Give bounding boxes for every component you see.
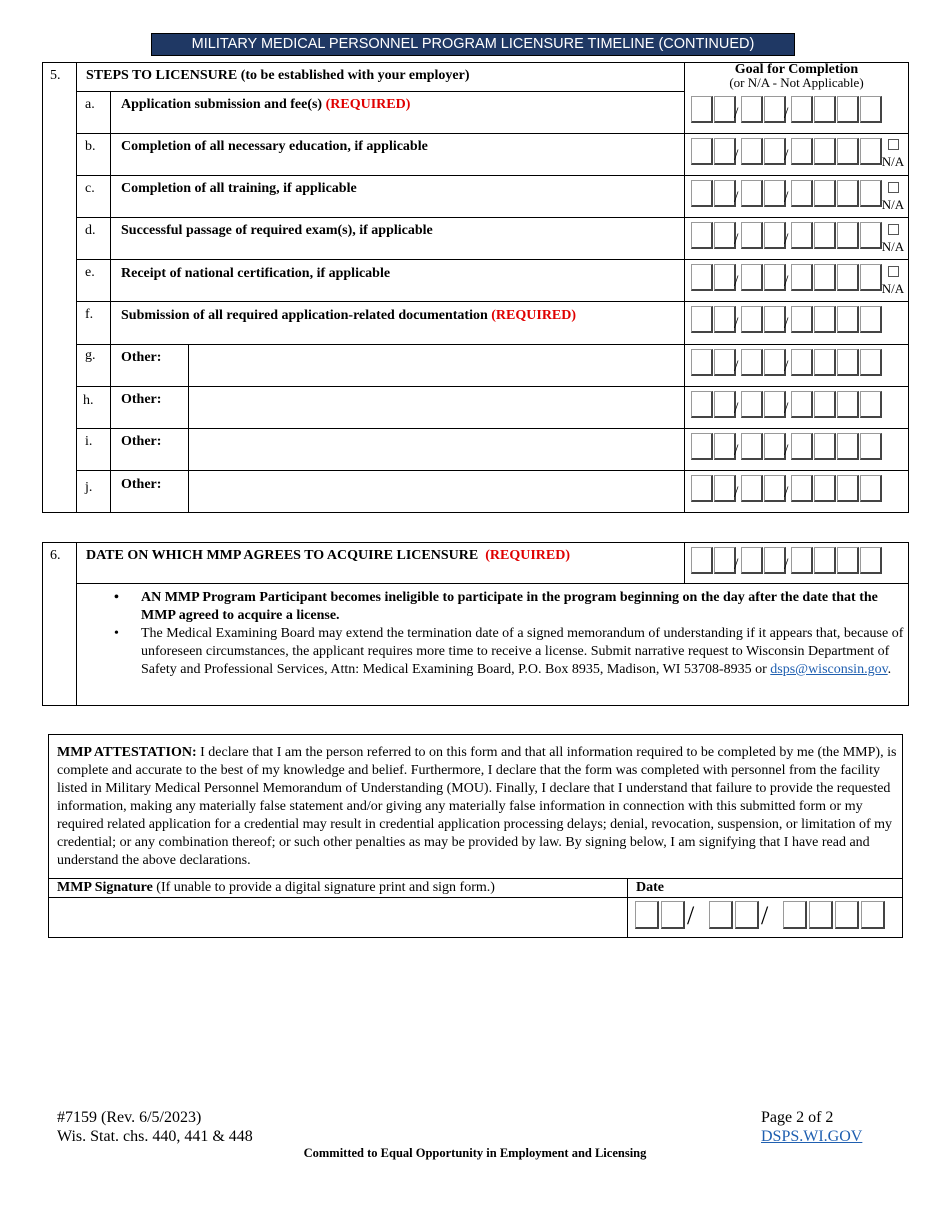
date-digit-box[interactable] — [714, 180, 739, 207]
date-separator: / — [734, 315, 739, 332]
row-letter: a. — [85, 97, 95, 112]
notice-item: • AN MMP Program Participant becomes ineligible to participate in the program beginning on the day after the date that the MMP agreed to acquire a license. — [114, 589, 904, 625]
date-digit-box[interactable] — [837, 475, 859, 502]
other-label: Other: — [121, 477, 162, 492]
goal-subtitle: (or N/A - Not Applicable) — [729, 75, 864, 90]
na-checkbox[interactable] — [888, 182, 899, 193]
other-input[interactable] — [189, 429, 684, 470]
date-digit-box[interactable] — [764, 475, 789, 502]
date-digit-box[interactable] — [837, 349, 859, 376]
divider — [48, 878, 903, 879]
date-separator: / — [734, 484, 739, 501]
other-label: Other: — [121, 434, 162, 449]
divider — [684, 62, 685, 513]
date-digit-box[interactable] — [791, 96, 813, 123]
row-letter: b. — [85, 139, 96, 154]
date-digit-box[interactable] — [691, 180, 713, 207]
date-digit-box[interactable] — [691, 475, 713, 502]
date-separator: / — [734, 556, 739, 573]
date-digit-box[interactable] — [860, 475, 882, 502]
date-digit-box[interactable] — [814, 180, 836, 207]
other-label: Other: — [121, 350, 162, 365]
date-digit-box[interactable] — [691, 349, 713, 376]
date-digit-box[interactable] — [837, 306, 859, 333]
date-digit-box[interactable] — [764, 391, 789, 418]
date-digit-box[interactable] — [809, 901, 833, 929]
row-letter: f. — [85, 307, 94, 322]
date-digit-box[interactable] — [860, 547, 882, 574]
date-digit-box[interactable] — [791, 547, 813, 574]
date-digit-box[interactable] — [764, 138, 789, 165]
signature-note: (If unable to provide a digital signature print and sign form.) — [156, 880, 495, 895]
date-separator: / — [734, 400, 739, 417]
date-digit-box[interactable] — [791, 180, 813, 207]
date-digit-box[interactable] — [814, 391, 836, 418]
na-label: N/A — [881, 154, 905, 169]
signature-label: MMP Signature — [57, 880, 153, 895]
other-input[interactable] — [189, 387, 684, 428]
date-digit-box[interactable] — [837, 547, 859, 574]
statutes: Wis. Stat. chs. 440, 441 & 448 — [57, 1128, 253, 1145]
goal-title: Goal for Completion — [734, 62, 859, 77]
date-digit-box[interactable] — [814, 138, 836, 165]
date-digit-box[interactable] — [791, 306, 813, 333]
na-option[interactable] — [879, 224, 907, 254]
date-digit-box[interactable] — [814, 222, 836, 249]
date-separator: / — [734, 147, 739, 164]
date-digit-box[interactable] — [691, 306, 713, 333]
date-separator: / — [784, 273, 789, 290]
row-letter: e. — [85, 265, 95, 280]
date-digit-box[interactable] — [837, 180, 859, 207]
date-digit-box[interactable] — [791, 264, 813, 291]
na-checkbox[interactable] — [888, 266, 899, 277]
notice-item — [114, 625, 904, 679]
na-option[interactable] — [879, 139, 907, 169]
step-label: Completion of all training, if applicable — [121, 181, 357, 196]
step-label: Completion of all necessary education, if applicable — [121, 139, 428, 154]
date-digit-box[interactable] — [764, 180, 789, 207]
date-digit-box[interactable] — [714, 306, 739, 333]
step-label — [121, 97, 410, 113]
date-digit-box[interactable] — [791, 349, 813, 376]
date-digit-box[interactable] — [835, 901, 859, 929]
date-separator: / — [784, 484, 789, 501]
date-digit-box[interactable] — [860, 433, 882, 460]
signature-field[interactable] — [49, 898, 627, 937]
divider — [684, 542, 685, 583]
divider — [76, 583, 909, 584]
date-digit-box[interactable] — [661, 901, 685, 929]
date-separator: / — [734, 105, 739, 122]
divider — [76, 217, 909, 218]
notice-period: . — [887, 662, 892, 677]
divider — [76, 301, 909, 302]
required-tag: (REQUIRED) — [491, 308, 577, 323]
date-separator: / — [734, 231, 739, 248]
date-digit-box[interactable] — [814, 547, 836, 574]
row-letter: c. — [85, 181, 95, 196]
date-separator: / — [761, 901, 769, 930]
attestation-body: I declare that I am the person referred to on this form and that all information required to be completed by me (the MMP), is complete and accurate to the best of my knowledge and belief. Furthermore, I declare that the form was completed with personnel from the facility listed in Military Medical Personnel Memorandum of Understanding (MOU). Finally, I declare that I understand that failure to provide the requested information, making any materially false statement and/or giving any materially false information in connection with this submitted form or my required related application for a credential may result in credential application processing delays; denial, revocation, suspension, or limitation of my credential; or any combination thereof; or such other penalties as may be provided by law. By signing below, I am signifying that I have read and understand the above declarations. — [57, 745, 897, 868]
date-digit-box[interactable] — [791, 475, 813, 502]
date-digit-box[interactable] — [764, 547, 789, 574]
date-digit-box[interactable] — [691, 96, 713, 123]
na-option[interactable] — [879, 182, 907, 212]
date-digit-box[interactable] — [741, 391, 763, 418]
page-banner-title: MILITARY MEDICAL PERSONNEL PROGRAM LICENSURE TIMELINE (CONTINUED) — [151, 33, 795, 56]
date-digit-box[interactable] — [691, 264, 713, 291]
step-label: Successful passage of required exam(s), if applicable — [121, 223, 433, 238]
section-number: 5. — [50, 68, 61, 83]
date-digit-box[interactable] — [709, 901, 733, 929]
date-digit-box[interactable] — [691, 138, 713, 165]
date-digit-box[interactable] — [791, 222, 813, 249]
na-label: N/A — [881, 281, 905, 296]
date-digit-box[interactable] — [860, 96, 882, 123]
date-digit-box[interactable] — [764, 96, 789, 123]
date-digit-box[interactable] — [837, 264, 859, 291]
required-tag: (REQUIRED) — [325, 97, 411, 112]
date-separator: / — [784, 231, 789, 248]
divider — [76, 175, 909, 176]
date-separator: / — [784, 147, 789, 164]
date-digit-box[interactable] — [741, 306, 763, 333]
date-digit-box[interactable] — [764, 306, 789, 333]
date-digit-box[interactable] — [860, 306, 882, 333]
date-separator: / — [784, 105, 789, 122]
na-label: N/A — [881, 239, 905, 254]
date-digit-box[interactable] — [860, 391, 882, 418]
date-digit-box[interactable] — [814, 475, 836, 502]
date-digit-box[interactable] — [741, 349, 763, 376]
date-digit-box[interactable] — [814, 306, 836, 333]
date-separator: / — [784, 358, 789, 375]
date-digit-box[interactable] — [741, 433, 763, 460]
date-digit-box[interactable] — [814, 96, 836, 123]
other-label: Other: — [121, 392, 162, 407]
date-digit-box[interactable] — [691, 391, 713, 418]
date-digit-box[interactable] — [791, 433, 813, 460]
other-input[interactable] — [189, 345, 684, 386]
date-digit-box[interactable] — [837, 433, 859, 460]
date-digit-box[interactable] — [741, 138, 763, 165]
attestation-text — [57, 744, 899, 870]
date-digit-box[interactable] — [635, 901, 659, 929]
divider — [76, 259, 909, 260]
row-letter: i. — [85, 434, 93, 449]
date-separator: / — [784, 400, 789, 417]
date-label: Date — [636, 880, 664, 895]
row-letter: j. — [85, 480, 93, 495]
date-digit-box[interactable] — [837, 138, 859, 165]
date-digit-box[interactable] — [837, 96, 859, 123]
date-digit-box[interactable] — [714, 264, 739, 291]
date-digit-box[interactable] — [783, 901, 807, 929]
divider — [627, 878, 628, 938]
date-separator: / — [784, 442, 789, 459]
signature-header — [57, 880, 495, 896]
date-digit-box[interactable] — [860, 349, 882, 376]
date-digit-box[interactable] — [691, 433, 713, 460]
date-digit-box[interactable] — [741, 547, 763, 574]
date-separator: / — [734, 273, 739, 290]
date-digit-box[interactable] — [764, 433, 789, 460]
date-digit-box[interactable] — [714, 96, 739, 123]
date-digit-box[interactable] — [714, 475, 739, 502]
date-digit-box[interactable] — [691, 222, 713, 249]
date-separator: / — [734, 358, 739, 375]
na-label: N/A — [881, 197, 905, 212]
date-separator: / — [784, 556, 789, 573]
notice-list — [114, 589, 904, 679]
form-number: #7159 (Rev. 6/5/2023) — [57, 1109, 202, 1126]
required-tag: (REQUIRED) — [485, 548, 570, 563]
date-separator: / — [784, 189, 789, 206]
section-title — [86, 548, 570, 564]
date-digit-box[interactable] — [837, 391, 859, 418]
date-digit-box[interactable] — [714, 138, 739, 165]
date-digit-box[interactable] — [714, 391, 739, 418]
na-option[interactable] — [879, 266, 907, 296]
date-digit-box[interactable] — [714, 349, 739, 376]
date-digit-box[interactable] — [735, 901, 759, 929]
date-digit-box[interactable] — [814, 433, 836, 460]
divider — [76, 133, 909, 134]
divider — [110, 91, 111, 513]
date-digit-box[interactable] — [714, 547, 739, 574]
footer-tagline: Committed to Equal Opportunity in Employment and Licensing — [303, 1146, 647, 1160]
divider — [76, 91, 684, 92]
date-digit-box[interactable] — [837, 222, 859, 249]
date-digit-box[interactable] — [791, 138, 813, 165]
row-letter: h. — [83, 393, 94, 408]
date-digit-box[interactable] — [741, 96, 763, 123]
divider — [76, 542, 77, 706]
na-checkbox[interactable] — [888, 139, 899, 150]
date-digit-box[interactable] — [814, 349, 836, 376]
step-text: Submission of all required application-related documentation — [121, 308, 488, 323]
step-text: Application submission and fee(s) — [121, 97, 323, 112]
email-link[interactable]: dsps@wisconsin.gov — [770, 662, 888, 677]
date-digit-box[interactable] — [741, 180, 763, 207]
date-digit-box[interactable] — [764, 349, 789, 376]
attestation-title: MMP ATTESTATION: — [57, 745, 197, 760]
date-digit-box[interactable] — [861, 901, 885, 929]
date-digit-box[interactable] — [791, 391, 813, 418]
website-link[interactable]: DSPS.WI.GOV — [761, 1128, 863, 1145]
date-digit-box[interactable] — [764, 222, 789, 249]
row-letter: g. — [85, 348, 96, 363]
date-digit-box[interactable] — [741, 475, 763, 502]
date-digit-box[interactable] — [714, 222, 739, 249]
goal-header — [684, 63, 909, 89]
section-title-text: DATE ON WHICH MMP AGREES TO ACQUIRE LICENSURE — [86, 548, 479, 563]
notice-text: The Medical Examining Board may extend the termination date of a signed memorandum of understanding if it appears that, because of unforeseen circumstances, the applicant requires more time to receive a license. Submit narrative request to Wisconsin Department of Safety and Professional Services, Attn: Medical Examining Board, P.O. Box 8935, Madison, WI 53708-8935 or — [141, 626, 904, 677]
date-digit-box[interactable] — [741, 264, 763, 291]
divider — [76, 62, 77, 513]
other-input[interactable] — [189, 471, 684, 512]
step-label — [121, 308, 576, 324]
date-digit-box[interactable] — [814, 264, 836, 291]
step-label: Receipt of national certification, if applicable — [121, 266, 391, 281]
date-separator: / — [734, 442, 739, 459]
date-digit-box[interactable] — [764, 264, 789, 291]
date-separator: / — [734, 189, 739, 206]
row-letter: d. — [85, 223, 96, 238]
date-digit-box[interactable] — [691, 547, 713, 574]
section-title: STEPS TO LICENSURE (to be established with your employer) — [86, 68, 470, 83]
na-checkbox[interactable] — [888, 224, 899, 235]
date-separator: / — [784, 315, 789, 332]
date-digit-box[interactable] — [741, 222, 763, 249]
page-number: Page 2 of 2 — [761, 1109, 834, 1126]
date-separator: / — [687, 901, 695, 930]
section-number: 6. — [50, 548, 61, 563]
date-digit-box[interactable] — [714, 433, 739, 460]
